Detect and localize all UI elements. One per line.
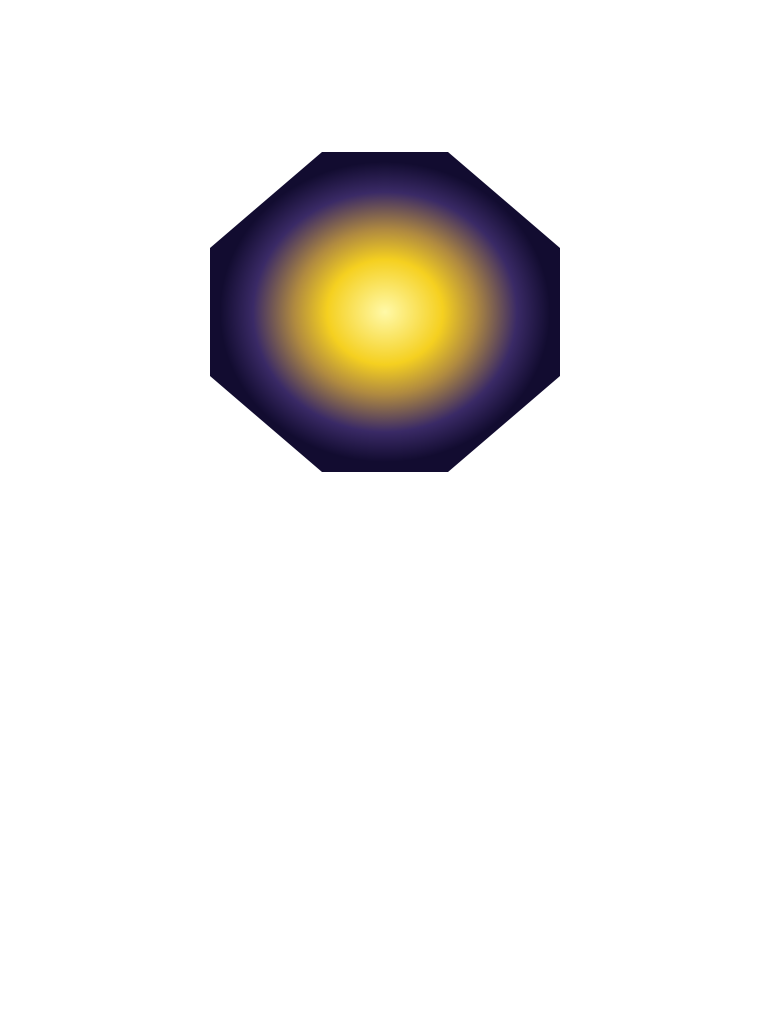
flower-vine-divider bbox=[168, 568, 602, 588]
octagon-medallion bbox=[210, 152, 560, 472]
flower-vine-divider bbox=[168, 898, 602, 918]
explanation-text bbox=[74, 730, 696, 748]
